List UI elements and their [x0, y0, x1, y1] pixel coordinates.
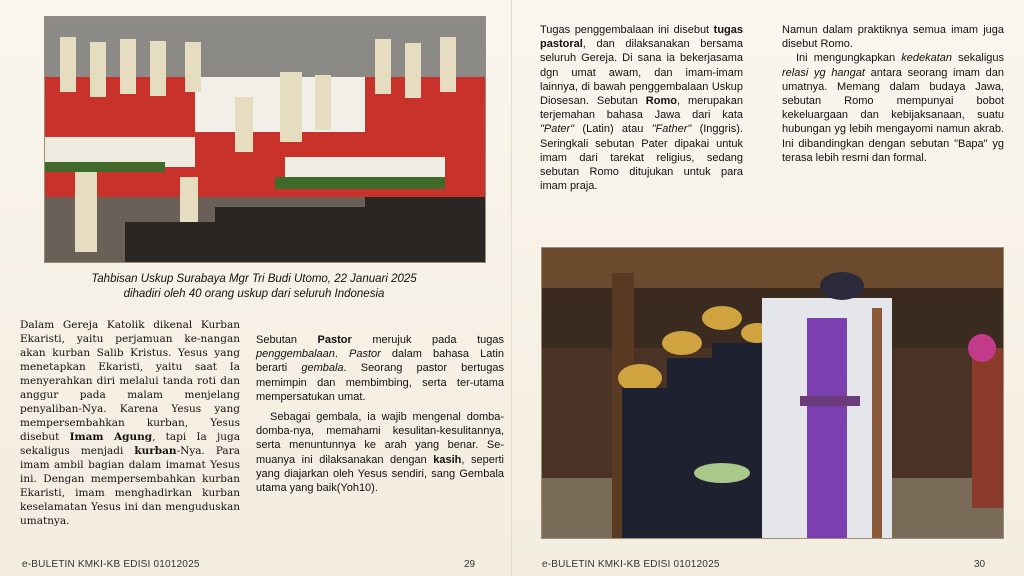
text-run: Dalam Gereja Katolik dikenal Kurban Ekaristi, yaitu perjamuan ke-nangan akan kurban Salib Kristus. Yesus yang menetapkan Ekaristi, yaitu saat Ia menyerahkan diri melalui tanda roti dan anggur pada malam menjelang penyaliban-Nya. Karena Yesus yang mempersembahkan kurban, Yesus disebut — [20, 319, 240, 443]
text-run: Sebagai gembala, ia wajib mengenal domba-domba-nya, memahami kesulitan-kesulitannya, serta menuntunnya ke arah yang benar. Se-muanya ini dilaksanakan dengan — [256, 411, 504, 466]
bold-kurban: kurban — [134, 445, 177, 457]
paragraph-gembala — [256, 410, 504, 495]
ceremony-photo-drawing — [542, 248, 1003, 538]
text-run: . Seorang pastor bertugas memimpin dan membimbing, serta ter-utama mempersatukan umat. — [256, 362, 504, 403]
caption-line-1: Tahbisan Uskup Surabaya Mgr Tri Budi Utomo, 22 Januari 2025 — [91, 273, 417, 285]
text-run: , dan dilaksanakan bersama seluruh Gereja. Di sana ia bekerjasama dgn umat awam, dan imam-imam lainnya, di bawah penggembalaan Uskup Diosesan. Sebutan — [540, 38, 743, 108]
text-run: . — [334, 348, 350, 361]
right-page-number: 30 — [974, 559, 986, 570]
text-run: , seperti yang diajarkan oleh Yesus sendiri, sang Gembala utama yang baik(Yoh10). — [256, 453, 504, 495]
italic-run: gembala — [301, 362, 344, 375]
text-run: , merupakan terjemahan bahasa Jawa dari kata — [540, 95, 743, 122]
text-run: -Nya. Para imam ambil bagian dalam imamat Yesus ini. Dengan mempersembahkan kurban Ekaristi, imam menghadirkan kurban keselamatan Yesus ini dan menguduskan umatnya. — [20, 445, 240, 527]
left-column-1 — [20, 318, 240, 528]
bold-tugas-pastoral: tugas pastoral — [540, 24, 743, 51]
italic-run: relasi yg hangat — [782, 66, 865, 79]
paragraph-pastor — [256, 333, 504, 404]
bold-pastor: Pastor — [317, 334, 352, 346]
text-run: antara seorang imam dan umatnya. Memang dalam budaya Jawa, sebutan Romo mempunyai bobot kekeluargaan dan kebijaksanaan, suatu hubungan yg lebih mengayomi namun akrab. Ini dibandingkan dengan sebutan "Bapa" yg terasa lebih resmi dan formal. — [782, 66, 1004, 164]
text-run: Tugas penggembalaan ini disebut — [540, 24, 714, 36]
left-page-number: 29 — [464, 559, 476, 570]
text-run: , tapi Ia juga sekaligus menjadi — [20, 431, 240, 457]
text-run: sekaligus — [952, 52, 1004, 65]
ordination-photo — [44, 16, 486, 263]
italic-run: kedekatan — [901, 52, 952, 65]
javanese-ceremony-photo — [541, 247, 1004, 539]
italic-run: Pastor — [349, 348, 381, 361]
paragraph-kedekatan — [782, 51, 1004, 165]
text-run: dalam bahasa Latin berarti — [256, 348, 504, 375]
left-column-2 — [256, 333, 504, 501]
text-run: Ini mengungkapkan — [796, 52, 902, 65]
ordination-photo-drawing — [45, 17, 485, 262]
text-run: Sebutan — [256, 334, 318, 346]
paragraph-romo: Namun dalam praktiknya semua imam juga disebut Romo. — [782, 24, 1004, 51]
italic-run: "Father" — [651, 123, 692, 136]
photo-caption — [44, 272, 464, 302]
text-run: (Latin) atau — [574, 123, 652, 136]
bold-kasih: kasih — [433, 453, 462, 466]
bold-romo: Romo — [645, 95, 677, 108]
italic-run: "Pater" — [540, 123, 575, 136]
left-footer: e-BULETIN KMKI-KB EDISI 01012025 — [22, 559, 200, 570]
text-run: merujuk pada tugas — [351, 334, 504, 346]
italic-run: penggembalaan — [256, 348, 335, 361]
bold-imam-agung: Imam Agung — [69, 431, 153, 443]
right-column-1 — [540, 23, 743, 193]
caption-line-2: dihadiri oleh 40 orang uskup dari seluruh Indonesia — [123, 288, 385, 300]
right-page — [512, 0, 1024, 576]
text-run: (Inggris). Seringkali sebutan Pater dipakai untuk imam dari tarekat religius, sedang sebutan Romo ditujukan untuk para imam praja. — [540, 123, 743, 193]
right-column-2 — [782, 23, 1004, 171]
right-footer: e-BULETIN KMKI-KB EDISI 01012025 — [542, 559, 720, 570]
